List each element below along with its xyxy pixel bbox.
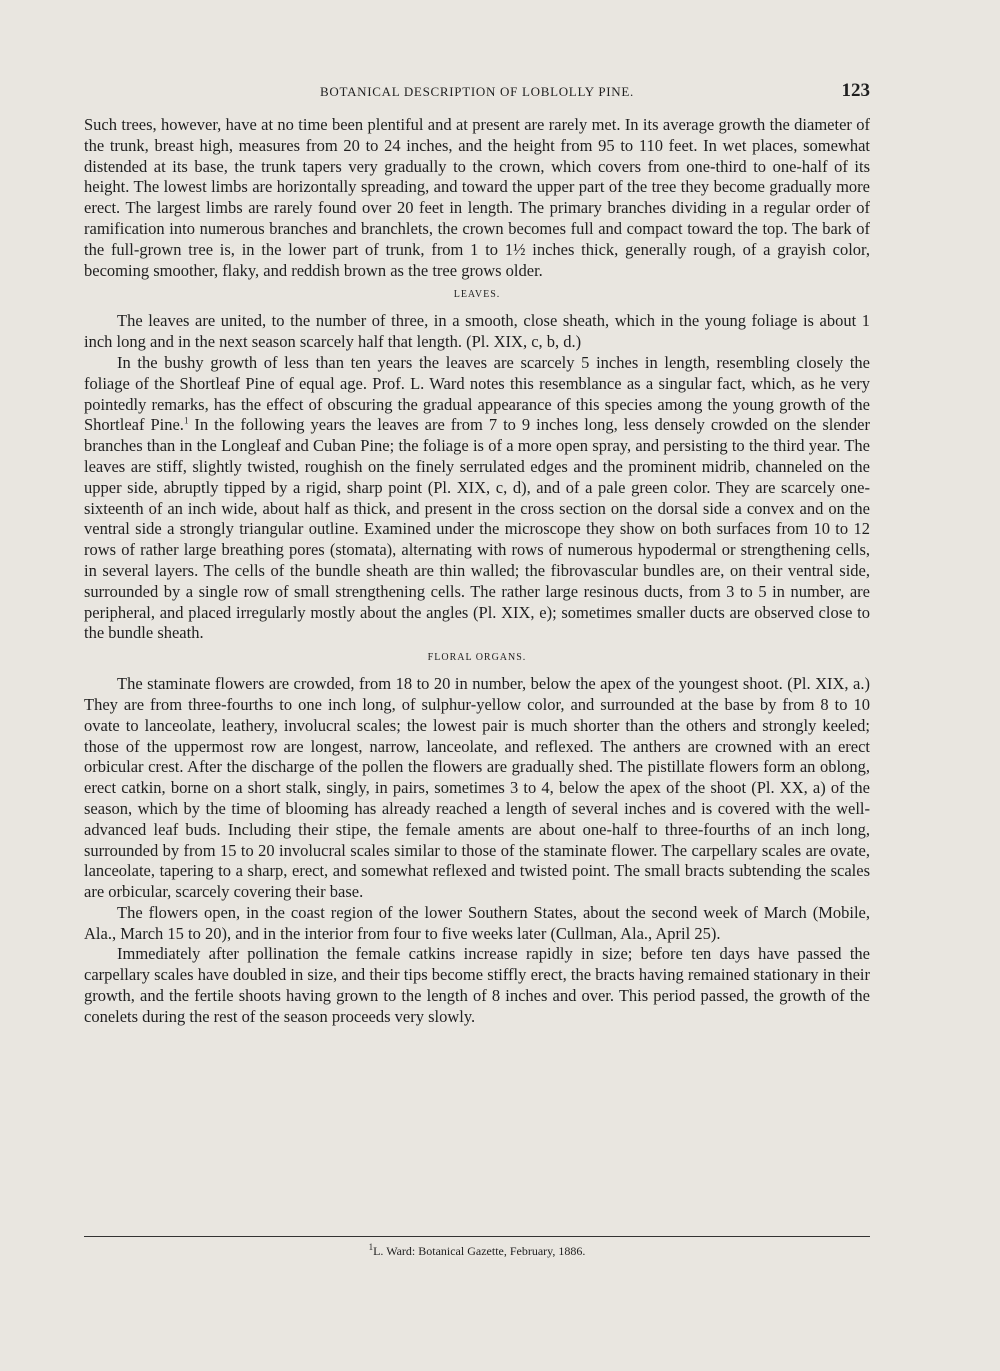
floral-paragraph-2: The flowers open, in the coast region of the lower Southern States, about the second week of March (Mobile, Ala., March 15 to 20), and in the interior from four to five weeks later (Cullman, Ala., April 25). (84, 902, 870, 943)
body-text (84, 115, 870, 1028)
page-number: 123 (841, 80, 870, 101)
intro-paragraph: Such trees, however, have at no time been plentiful and at present are rarely met. In its average growth the diameter of the trunk, breast high, measures from 20 to 24 inches, and the height from 95 to 110 feet. In wet places, somewhat distended at its base, the trunk tapers very gradually to the crown, which covers from one-third to one-half of its height. The lowest limbs are horizontally spreading, and toward the upper part of the tree they become gradually more erect. The largest limbs are rarely found over 20 feet in length. The primary branches dividing in a regular order of ramification into numerous branches and branchlets, the crown becomes full and compact toward the top. The bark of the full-grown tree is, in the lower part of trunk, from 1 to 1½ inches thick, generally rough, of a grayish color, becoming smoother, flaky, and reddish brown as the tree grows older. (84, 115, 870, 280)
floral-paragraph-3: Immediately after pollination the female catkins increase rapidly in size; before ten days have passed the carpellary scales have doubled in size, and their tips become stiffly erect, the bracts having remained stationary in their growth, and the fertile shoots having grown to the length of 8 inches and over. This period passed, the growth of the conelets during the rest of the season proceeds very slowly. (84, 944, 870, 1026)
footnote-text: L. Ward: Botanical Gazette, February, 1886. (373, 1244, 586, 1258)
footnote (84, 1244, 870, 1259)
leaves-paragraph-2 (84, 353, 870, 644)
footnote-divider (84, 1236, 870, 1237)
leaves-paragraph-2-continued: In the following years the leaves are from 7 to 9 inches long, less densely crowded on the slender branches than in the Longleaf and Cuban Pine; the foliage is of a more open spray, and persisting to the third year. The leaves are stiff, slightly twisted, roughish on the finely serrulated edges and the prominent midrib, channeled on the upper side, abruptly tipped by a rigid, sharp point (Pl. XIX, c, d), and of a pale green color. They are scarcely one-sixteenth of an inch wide, about half as thick, and present in the cross section on the dorsal side a convex and on the ventral side a strongly triangular outline. Examined under the microscope they show on both surfaces from 10 to 12 rows of rather large breathing pores (stomata), alternating with rows of numerous hypodermal or strengthening cells, in several layers. The cells of the bundle sheath are thin walled; the fibrovascular bundles are, on their ventral side, surrounded by a single row of small strengthening cells. The rather large resinous ducts, from 3 to 5 in number, are peripheral, and placed irregularly mostly about the angles (Pl. XIX, e); sometimes smaller ducts are observed close to the bundle sheath. (84, 415, 870, 643)
leaves-paragraph-2-text: In the bushy growth of less than ten years the leaves are scarcely 5 inches in length, resembling closely the foliage of the Shortleaf Pine of equal age. Prof. L. Ward notes this resemblance as a singular fact, which, as he very pointedly remarks, has the effect of obscuring the gradual appearance of this species among the young growth of the Shortleaf Pine. (84, 352, 870, 435)
leaves-paragraph-1: The leaves are united, to the number of three, in a smooth, close sheath, which in the young foliage is about 1 inch long and in the next season scarcely half that length. (Pl. XIX, c, b, d.) (84, 311, 870, 352)
floral-organs-heading: FLORAL ORGANS. (427, 652, 527, 664)
running-title: BOTANICAL DESCRIPTION OF LOBLOLLY PINE. (320, 84, 634, 99)
footnote-marker: 1 (368, 1242, 374, 1252)
page-header (84, 80, 870, 104)
footnote-reference: 1 (183, 415, 189, 426)
floral-paragraph-1: The staminate flowers are crowded, from 18 to 20 in number, below the apex of the youngest shoot. (Pl. XIX, a.) They are from three-fourths to one inch long, of sulphur-yellow color, and surrounded at the base by from 8 to 10 ovate to lanceolate, leathery, involucral scales; the lowest pair is much shorter than the others and strongly keeled; those of the uppermost row are longest, narrow, lanceolate, and reflexed. The anthers are crowned with an erect orbicular crest. After the discharge of the pollen the flowers are gradually shed. The pistillate flowers form an oblong, erect catkin, borne on a short stalk, singly, in pairs, sometimes 3 to 4, below the apex of the shoot (Pl. XX, a) of the season, which by the time of blooming has already reached a length of several inches and is covered with the well-advanced leaf buds. Including their stipe, the female aments are about one-half to three-fourths of an inch long, surrounded by from 15 to 20 involucral scales similar to those of the staminate flower. The carpellary scales are ovate, lanceolate, tapering to a sharp, erect, and somewhat reflexed and twisted point. The small bracts subtending the scales are orbicular, scarcely covering their base. (84, 674, 870, 902)
leaves-heading: LEAVES. (453, 289, 501, 301)
